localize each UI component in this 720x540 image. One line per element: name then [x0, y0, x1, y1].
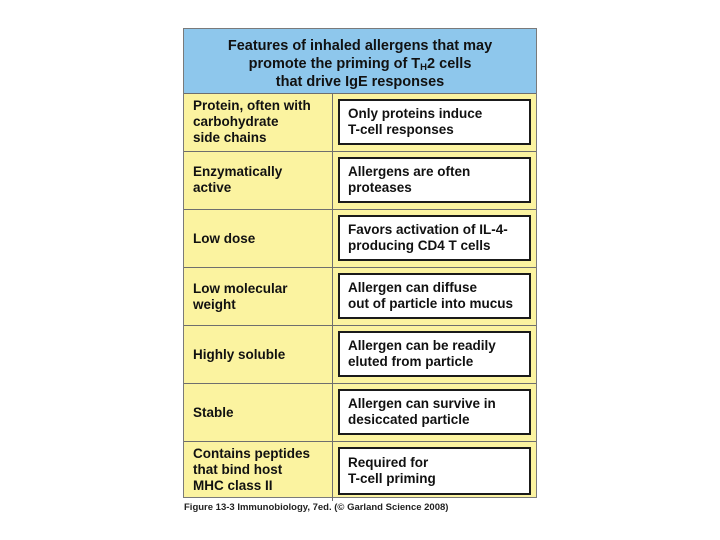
feature-line: Low dose	[193, 230, 256, 246]
feature-row	[184, 442, 536, 501]
feature-line: Stable	[193, 404, 234, 420]
feature-line: Highly soluble	[193, 346, 286, 362]
figure-header	[184, 29, 536, 94]
feature-cell	[193, 152, 328, 209]
effect-box	[338, 99, 531, 145]
figure-caption: Figure 13-3 Immunobiology, 7ed. (© Garland Science 2008)	[184, 502, 449, 513]
feature-cell	[193, 268, 328, 325]
effect-line: out of particle into mucus	[348, 296, 514, 311]
header-line-2	[184, 55, 536, 73]
effect-line: Favors activation of IL-4-	[348, 222, 508, 237]
feature-rows	[184, 94, 536, 501]
column-divider	[332, 326, 333, 383]
effect-box	[338, 389, 531, 435]
effect-box	[338, 273, 531, 319]
column-divider	[332, 152, 333, 209]
feature-line: MHC class II	[193, 478, 273, 493]
feature-cell	[193, 384, 328, 441]
header-line-1: Features of inhaled allergens that may	[227, 38, 493, 54]
feature-cell	[193, 442, 328, 501]
effect-line: proteases	[348, 180, 412, 195]
feature-line: carbohydrate	[193, 114, 279, 129]
feature-line: active	[193, 180, 232, 195]
effect-line: Allergen can survive in	[348, 396, 496, 411]
feature-cell	[193, 94, 328, 151]
feature-line: Enzymatically	[193, 164, 283, 179]
column-divider	[332, 210, 333, 267]
allergen-features-figure	[183, 28, 537, 498]
feature-line: Low molecular	[193, 280, 288, 296]
column-divider	[332, 442, 333, 501]
effect-line: Required for	[348, 455, 429, 470]
column-divider	[332, 268, 333, 325]
feature-row	[184, 268, 536, 326]
feature-cell	[193, 210, 328, 267]
effect-line: desiccated particle	[348, 412, 470, 427]
effect-box	[338, 331, 531, 377]
feature-row	[184, 94, 536, 152]
effect-line: Allergens are often	[348, 164, 471, 179]
feature-line: Protein, often with	[193, 98, 311, 113]
feature-row	[184, 326, 536, 384]
effect-line: Only proteins induce	[348, 106, 483, 121]
feature-row	[184, 152, 536, 210]
effect-box	[338, 447, 531, 495]
effect-line: eluted from particle	[348, 354, 474, 369]
feature-cell	[193, 326, 328, 383]
header-line-2-pre: promote the priming of T	[248, 56, 421, 72]
effect-box	[338, 157, 531, 203]
header-line-2-sub: H	[420, 62, 428, 73]
feature-line: that bind host	[193, 462, 283, 477]
feature-line: weight	[193, 296, 236, 312]
feature-row	[184, 210, 536, 268]
effect-box	[338, 215, 531, 261]
feature-line: Contains peptides	[193, 446, 311, 461]
header-line-2-post: 2 cells	[427, 56, 472, 72]
column-divider	[332, 384, 333, 441]
feature-row	[184, 384, 536, 442]
effect-line: T-cell priming	[348, 471, 436, 486]
header-line-3: that drive IgE responses	[275, 74, 445, 90]
effect-line: producing CD4 T cells	[348, 238, 491, 253]
effect-line: Allergen can be readily	[348, 338, 496, 353]
column-divider	[332, 94, 333, 151]
effect-line: Allergen can diffuse	[348, 280, 478, 295]
effect-line: T-cell responses	[348, 122, 454, 137]
feature-line: side chains	[193, 130, 267, 145]
